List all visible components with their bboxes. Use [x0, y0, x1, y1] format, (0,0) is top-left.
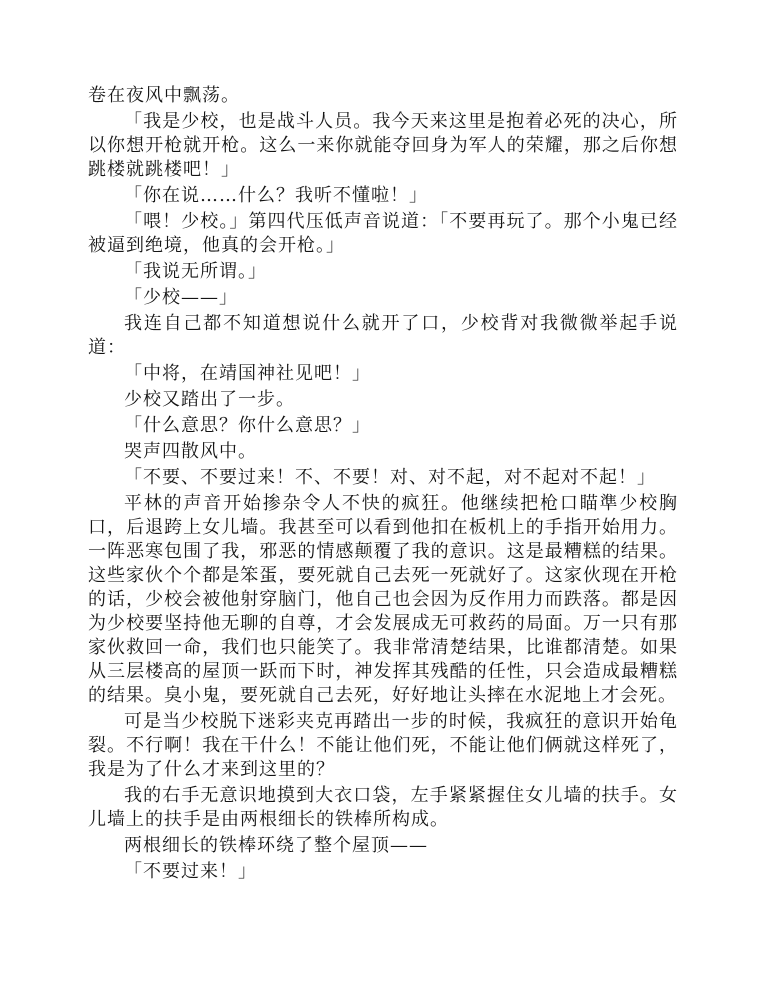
paragraph: 「我说无所谓。」: [124, 261, 267, 282]
paragraph: 两根细长的铁棒环绕了整个屋顶——: [124, 835, 428, 856]
paragraph: 卷在夜风中飘荡。: [88, 85, 240, 106]
text-content: [88, 84, 678, 886]
paragraph: 平林的声音开始掺杂令人不快的疯狂。他继续把枪口瞄準少校胸口，后退跨上女儿墙。我甚至可以看到他扣在板机上的手指开始用力。一阵恶寒包围了我，邪恶的情感颠覆了我的意识。这是最糟糕的结果。这些家伙个个都是笨蛋，要死就自己去死一死就好了。这家伙现在开枪的话，少校会被他射穿脑门，他自己也会因为反作用力而跌落。都是因为少校要坚持他无聊的自尊，才会发展成无可救药的局面。万一只有那家伙救回一命，我们也只能笑了。我非常清楚结果，比谁都清楚。如果从三层楼高的屋顶一跃而下时，神发挥其残酷的任性，只会造成最糟糕的结果。臭小鬼，要死就自己去死，好好地让头摔在水泥地上才会死。: [88, 493, 678, 706]
paragraph: 哭声四散风中。: [124, 441, 257, 462]
paragraph: 少校又踏出了一步。: [124, 389, 295, 410]
paragraph: 「不要过来！」: [124, 861, 257, 882]
paragraph: 「我是少校，也是战斗人员。我今天来这里是抱着必死的决心，所以你想开枪就开枪。这么一来你就能夺回身为军人的荣耀，那之后你想跳楼就跳楼吧！」: [88, 111, 678, 180]
paragraph: 「你在说……什么？我听不懂啦！」: [124, 185, 428, 206]
paragraph: 「什么意思？你什么意思？」: [124, 415, 371, 436]
paragraph: 「中将，在靖国神社见吧！」: [124, 363, 371, 384]
paragraph: 我连自己都不知道想说什么就开了口，少校背对我微微举起手说道：: [88, 313, 678, 358]
paragraph: 可是当少校脱下迷彩夹克再踏出一步的时候，我疯狂的意识开始龟裂。不行啊！我在干什么！不能让他们死，不能让他们俩就这样死了，我是为了什么才来到这里的？: [88, 711, 678, 780]
paragraph: 「不要、不要过来！不、不要！对、对不起，对不起对不起！」: [124, 467, 656, 488]
paragraph: 「少校——」: [124, 287, 238, 308]
paragraph: 我的右手无意识地摸到大衣口袋，左手紧紧握住女儿墙的扶手。女儿墙上的扶手是由两根细长的铁棒所构成。: [88, 785, 678, 830]
paragraph: 「喂！少校。」第四代压低声音说道：「不要再玩了。那个小鬼已经被逼到绝境，他真的会开枪。」: [88, 211, 678, 256]
